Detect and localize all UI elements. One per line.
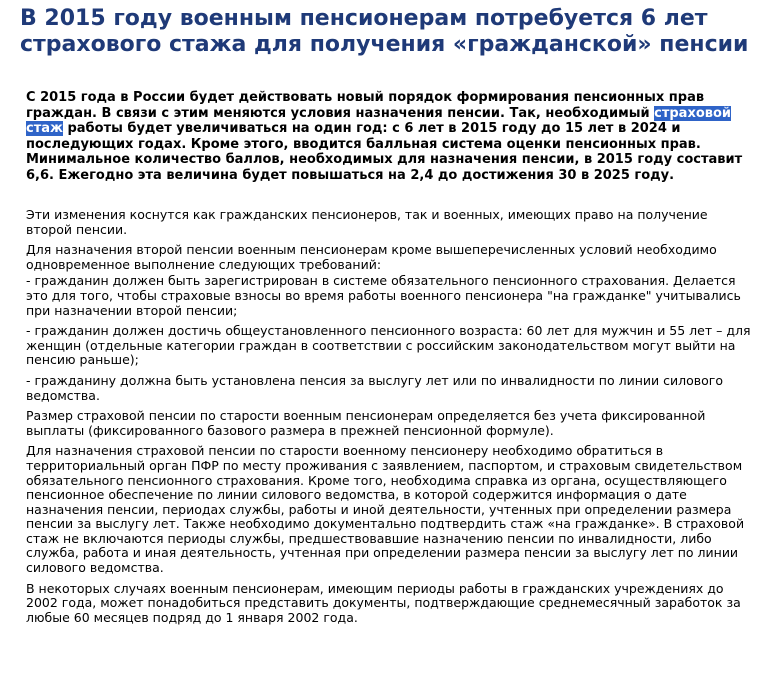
lead-text-before: С 2015 года в России будет действовать новый порядок формирования пенсионных прав граждан. В связи с этим меняются условия назначения пенсии. Так, необходимый (26, 90, 705, 121)
lead-text-after: работы будет увеличиваться на один год: с 6 лет в 2015 году до 15 лет в 2024 и последующих годах. Кроме этого, вводится балльная система оценки пенсионных прав. Минимальное количество баллов, необходимых для назначения пенсии, в 2015 году составит 6,6. Ежегодно эта величина будет повышаться на 2,4 до достижения 30 в 2025 году. (26, 121, 743, 183)
requirement-item: - гражданин должен быть зарегистрирован в системе обязательного пенсионного страхования. Делается это для того, чтобы страховые взносы во время работы военного пенсионера "на гражданке" учитывались при назначении второй пенсии; (26, 273, 741, 318)
selected-text-highlight[interactable]: страховой стаж (26, 105, 732, 136)
paragraph-documents: В некоторых случаях военным пенсионерам, имеющим периоды работы в гражданских учреждениях до 2002 года, может понадобиться представить документы, подтверждающие среднемесячный заработок за любые 60 месяцев подряд до 1 января 2002 года. (26, 580, 741, 625)
paragraph-requirements-intro: Для назначения второй пенсии военным пенсионерам кроме вышеперечисленных условий необходимо одновременное выполнение следующих требований: (26, 242, 717, 272)
article-body (26, 208, 756, 631)
requirement-item: - гражданин должен достичь общеустановленного пенсионного возраста: 60 лет для мужчин и 55 лет – для женщин (отдельные категории граждан в соответствии с российским законодательством могут выйти на пенсию раньше); (26, 323, 751, 368)
requirement-item: - гражданину должна быть установлена пенсия за выслугу лет или по инвалидности по линии силового ведомства. (26, 372, 723, 403)
lead-paragraph (26, 90, 761, 183)
article-title: В 2015 году военным пенсионерам потребуется 6 лет страхового стажа для получения «гражданской» пенсии (20, 6, 749, 57)
paragraph-intro: Эти изменения коснутся как гражданских пенсионеров, так и военных, имеющих право на получение второй пенсии. (26, 207, 708, 237)
paragraph-pension-size: Размер страховой пенсии по старости военным пенсионерам определяется без учета фиксированной выплаты (фиксированного базового размера в прежней пенсионной формуле). (26, 408, 706, 438)
paragraph-application: Для назначения страховой пенсии по старости военному пенсионеру необходимо обратиться в территориальный орган ПФР по месту проживания с заявлением, паспортом, и страховым свидетельством обязательного пенсионного страхования. Кроме того, необходима справка из органа, осуществляющего пенсионное обеспечение по линии силового ведомства, в которой содержится информация о дате назначения пенсии, периодах службы, работы и иной деятельности, учтенных при определении размера пенсии за выслугу лет. Также необходимо документально подтвердить стаж «на гражданке». В страховой стаж не включаются периоды службы, предшествовавшие назначению пенсии по инвалидности, либо служба, работа и иная деятельность, учтенная при определении размера пенсии за выслугу лет по линии силового ведомства. (26, 443, 745, 576)
